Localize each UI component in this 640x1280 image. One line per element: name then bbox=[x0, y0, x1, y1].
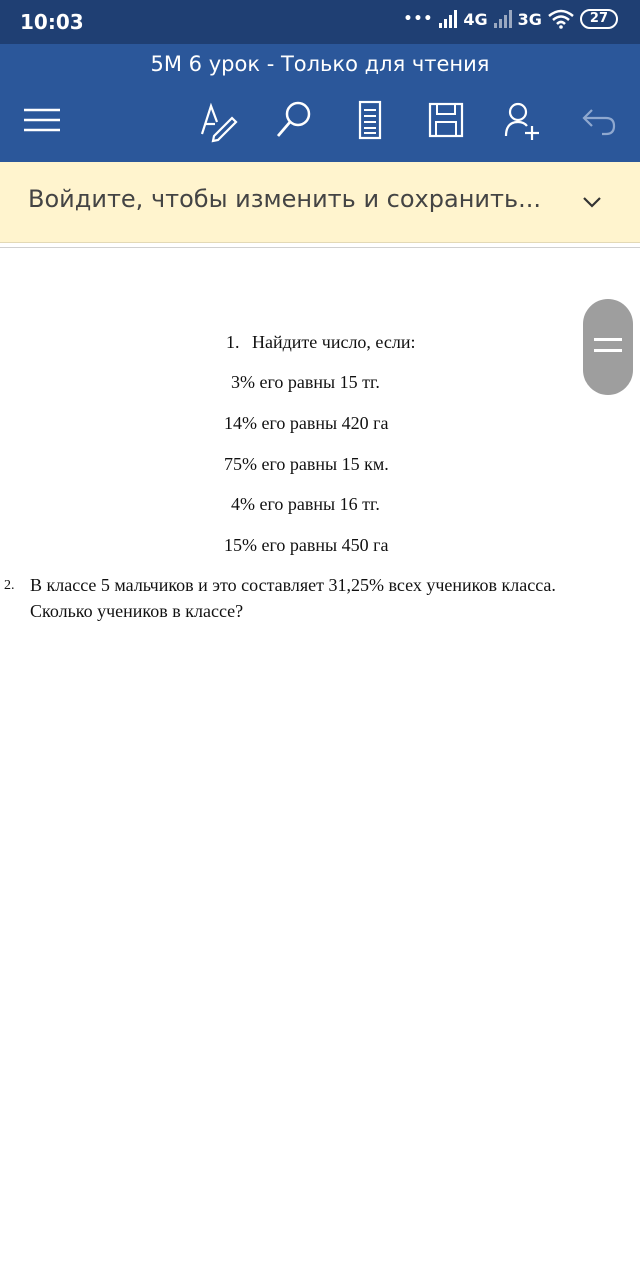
network-label-2: 3G bbox=[517, 9, 542, 29]
reading-view-button[interactable] bbox=[346, 96, 394, 144]
status-bar bbox=[0, 0, 640, 44]
sign-in-banner[interactable] bbox=[0, 162, 640, 243]
network-label-1: 4G bbox=[463, 9, 488, 29]
banner-text: Войдите, чтобы изменить и сохранить... bbox=[28, 185, 541, 213]
task1-item: 75% его равны 15 км. bbox=[224, 454, 389, 474]
more-dots-icon: ••• bbox=[403, 11, 434, 27]
chevron-down-icon[interactable] bbox=[578, 188, 606, 216]
task2-line1: В классе 5 мальчиков и это составляет 31,25% всех учеников класса. bbox=[30, 575, 556, 595]
task1-number: 1. bbox=[226, 332, 240, 352]
search-icon bbox=[270, 96, 318, 144]
share-person-icon bbox=[498, 96, 546, 144]
search-button[interactable] bbox=[270, 96, 318, 144]
document-page[interactable] bbox=[0, 248, 640, 1280]
task2-number: 2. bbox=[4, 578, 15, 593]
wifi-icon bbox=[548, 9, 574, 29]
task1-item: 4% его равны 16 тг. bbox=[231, 494, 380, 514]
menu-button[interactable] bbox=[18, 96, 66, 144]
task1-item: 15% его равны 450 га bbox=[224, 535, 389, 555]
task2-line2: Сколько учеников в классе? bbox=[30, 601, 244, 621]
task1-title: Найдите число, если: bbox=[252, 332, 416, 352]
save-button[interactable] bbox=[422, 96, 470, 144]
edit-button[interactable] bbox=[194, 96, 242, 144]
scroll-handle[interactable] bbox=[583, 299, 633, 395]
battery-indicator: 27 bbox=[580, 9, 618, 29]
undo-icon bbox=[576, 96, 624, 144]
menu-icon bbox=[18, 96, 66, 144]
undo-button[interactable] bbox=[576, 96, 624, 144]
app-bar bbox=[0, 44, 640, 162]
status-indicators bbox=[404, 9, 618, 29]
task1-item: 3% его равны 15 тг. bbox=[231, 372, 380, 392]
signal-icon-2 bbox=[494, 10, 512, 28]
reading-view-icon bbox=[346, 96, 394, 144]
share-button[interactable] bbox=[498, 96, 546, 144]
document-title: 5M 6 урок - Только для чтения bbox=[150, 52, 490, 76]
edit-pen-icon bbox=[194, 96, 242, 144]
status-time: 10:03 bbox=[20, 10, 84, 34]
task1-item: 14% его равны 420 га bbox=[224, 413, 389, 433]
save-icon bbox=[422, 96, 470, 144]
signal-icon bbox=[439, 10, 457, 28]
